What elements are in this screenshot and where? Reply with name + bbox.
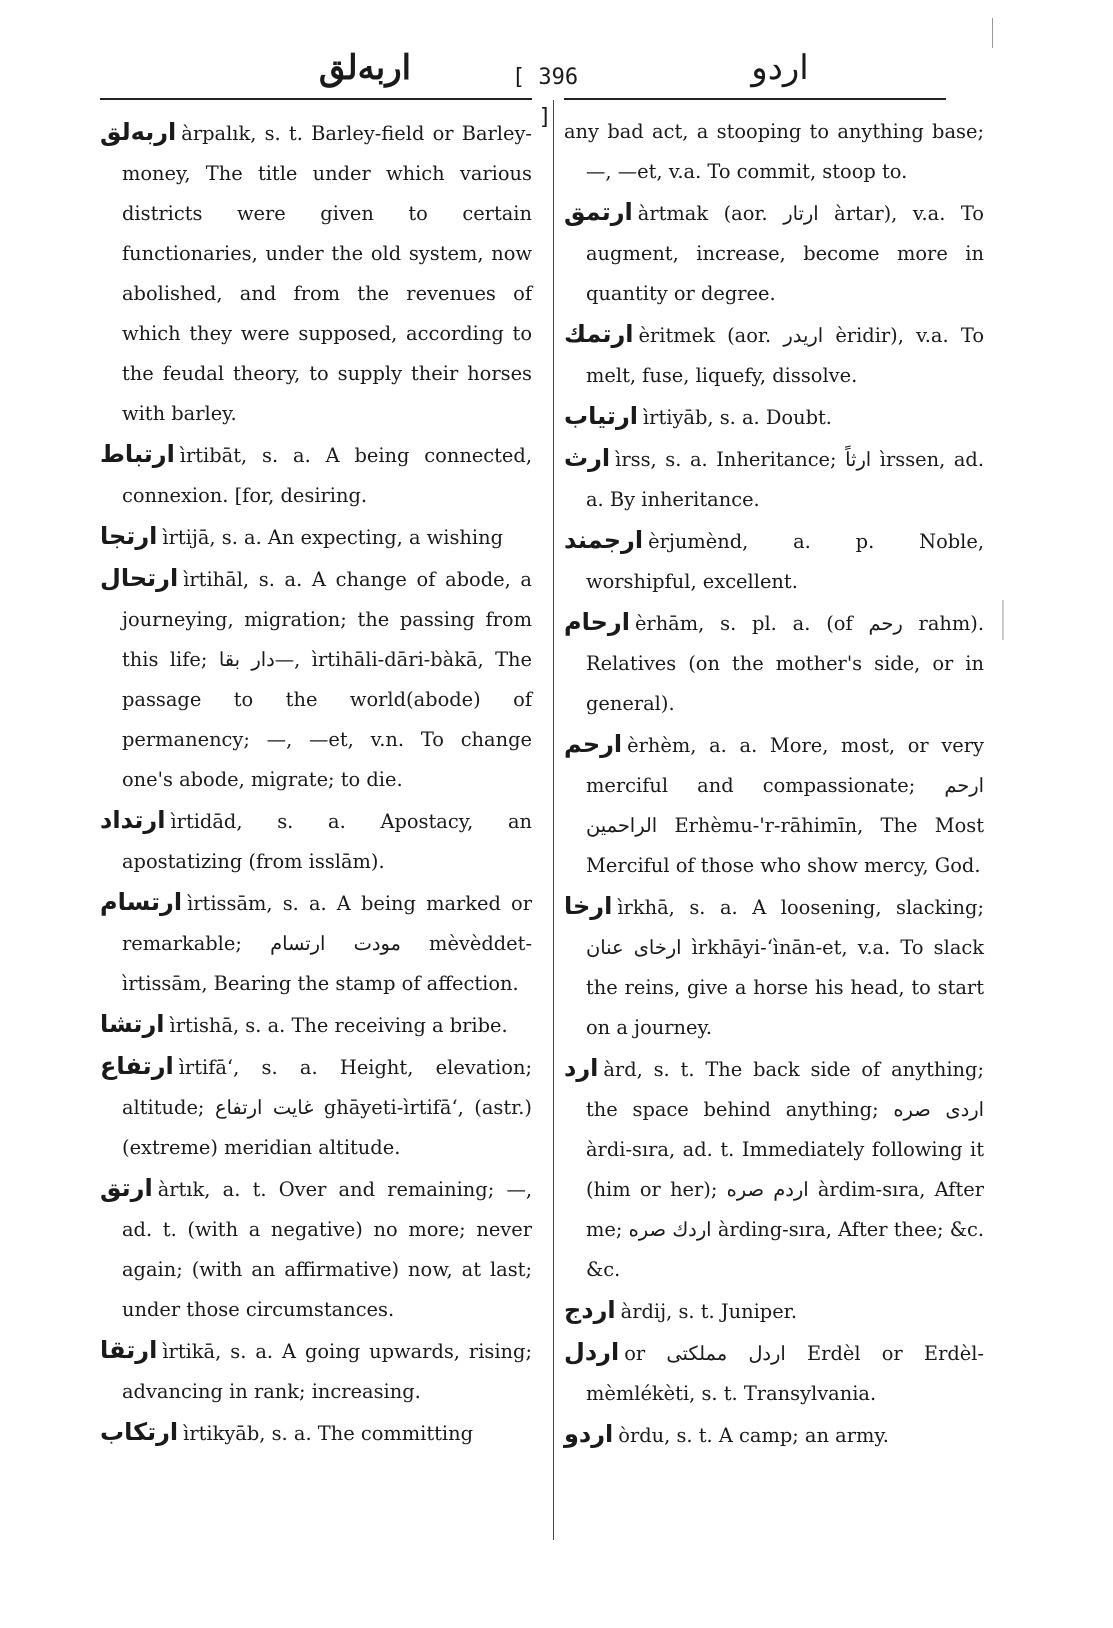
entry-definition: èritmek (aor. اریدر èridir), v.a. To melt, fuse, liquefy, dissolve. — [586, 324, 984, 387]
entry-definition: ìrtikā, s. a. A going upwards, rising; advancing in rank; increasing. — [122, 1340, 532, 1403]
entry-headword: ارتق — [100, 1174, 153, 1202]
entry-headword: اردج — [564, 1296, 616, 1324]
entry-definition: àrdij, s. t. Juniper. — [620, 1300, 797, 1323]
entry-definition: ìrtikyāb, s. a. The committing — [183, 1422, 474, 1445]
entry-headword: اربه‌لق — [100, 118, 177, 146]
margin-mark — [1002, 600, 1004, 640]
dictionary-entry — [100, 800, 532, 882]
dictionary-entry — [564, 438, 984, 520]
entry-definition: èrhām, s. pl. a. (of رحم rahm). Relatives (on the mother's side, or in general). — [586, 612, 984, 715]
entry-definition: èrhèm, a. a. More, most, or very merciful and compassionate; ارحم الراحمین Erhèmu-'r-rāhimīn, The Most Merciful of those who show mercy, God. — [586, 734, 984, 877]
entry-definition: ìrtifā‘, s. a. Height, elevation; altitude; غایت ارتفاع ghāyeti-ìrtifā‘, (astr.) (extreme) meridian altitude. — [122, 1056, 532, 1159]
left-column — [100, 112, 532, 1454]
entry-headword: ارتداد — [100, 806, 166, 834]
entry-headword: ارخا — [564, 892, 613, 920]
entry-headword: ارحام — [564, 608, 630, 636]
entry-headword: ارتکاب — [100, 1418, 179, 1446]
entry-definition: àrd, s. t. The back side of anything; the space behind anything; اردی صره àrdi-sıra, ad. t. Immediately following it (him or her); اردم صره àrdim-sıra, After me; اردك صره àrding-sıra, After thee; &c. &c. — [586, 1058, 985, 1281]
entry-definition: ìrtishā, s. a. The receiving a bribe. — [169, 1014, 508, 1037]
dictionary-entry — [100, 516, 532, 558]
dictionary-entry — [564, 1332, 984, 1414]
right-column — [564, 112, 984, 1456]
entry-headword: ارث — [564, 444, 611, 472]
dictionary-entry — [564, 520, 984, 602]
dictionary-entry — [100, 1004, 532, 1046]
entry-definition: or اردل مملکتی Erdèl or Erdèl-mèmlékèti, s. t. Transylvania. — [586, 1342, 984, 1405]
dictionary-entry — [100, 112, 532, 434]
dictionary-entry — [564, 192, 984, 314]
dictionary-entry — [100, 434, 532, 516]
entry-headword: اردو — [564, 1420, 614, 1448]
entry-definition: ìrtiyāb, s. a. Doubt. — [642, 406, 832, 429]
entry-definition: àrpalık, s. t. Barley-field or Barley-money, The title under which various districts were given to certain functionaries, under the old system, now abolished, and from the revenues of which they were supposed, according to the feudal theory, to supply their horses with barley. — [122, 122, 532, 425]
entry-definition: àrtmak (aor. ارتار àrtar), v.a. To augment, increase, become more in quantity or degree. — [586, 202, 984, 305]
dictionary-entry — [100, 882, 532, 1004]
dictionary-entry — [100, 1412, 532, 1454]
dictionary-entry — [564, 314, 984, 396]
entry-headword: ارتسام — [100, 888, 183, 916]
dictionary-entry — [564, 1290, 984, 1332]
header-rule-right — [564, 98, 946, 100]
header-left-word: اربه‌لق — [318, 48, 412, 88]
entry-definition: any bad act, a stooping to anything base; —, —et, v.a. To commit, stoop to. — [564, 120, 984, 183]
dictionary-entry — [100, 1168, 532, 1330]
entry-definition: ìrss, s. a. Inheritance; ارثاً ìrssen, ad. a. By inheritance. — [586, 448, 984, 511]
entry-headword: ارتشا — [100, 1010, 165, 1038]
entry-headword: ارتقا — [100, 1336, 158, 1364]
dictionary-entry — [564, 1414, 984, 1456]
entry-headword: ارتجا — [100, 522, 158, 550]
dictionary-entry — [564, 886, 984, 1048]
entry-definition: àrtık, a. t. Over and remaining; —, ad. t. (with a negative) no more; never again; (with an affirmative) now, at last; under those circumstances. — [122, 1178, 532, 1321]
entry-headword: ارد — [564, 1054, 599, 1082]
entry-headword: ارتحال — [100, 564, 179, 592]
entry-headword: ارتمق — [564, 198, 633, 226]
dictionary-entry — [564, 396, 984, 438]
header-rule-left — [100, 98, 532, 100]
entry-headword: ارتمك — [564, 320, 634, 348]
entry-headword: ارحم — [564, 730, 623, 758]
margin-mark — [992, 18, 993, 48]
dictionary-entry — [100, 1330, 532, 1412]
entry-definition: ìrtidād, s. a. Apostacy, an apostatizing (from isslām). — [122, 810, 532, 873]
entry-definition: ìrtihāl, s. a. A change of abode, a journeying, migration; the passing from this life; دار بقا—, ìrtihāli-dāri-bàkā, The passage to the world(abode) of permanency; —, —et, v.n. To change one's abode, migrate; to die. — [122, 568, 532, 791]
entry-headword: ارجمند — [564, 526, 644, 554]
entry-definition: ìrtissām, s. a. A being marked or remarkable; مودت ارتسام mèvèddet-ìrtissām, Bearing the stamp of affection. — [122, 892, 532, 995]
entry-headword: ارتیاب — [564, 402, 638, 430]
entry-definition: ìrkhā, s. a. A loosening, slacking; ارخای عنان ìrkhāyi-‘ìnān-et, v.a. To slack the reins, give a horse his head, to start on a journey. — [586, 896, 985, 1039]
dictionary-entry — [100, 1046, 532, 1168]
column-divider — [553, 100, 554, 1540]
entry-definition: èrjumènd, a. p. Noble, worshipful, excellent. — [586, 530, 984, 593]
entry-headword: ارتباط — [100, 440, 175, 468]
dictionary-entry — [564, 724, 984, 886]
dictionary-entry — [100, 558, 532, 800]
dictionary-entry — [564, 602, 984, 724]
dictionary-entry — [564, 1048, 984, 1290]
header-right-word: اردو — [751, 48, 809, 88]
entry-headword: اردل — [564, 1338, 620, 1366]
page-number: [ 396 ] — [511, 65, 579, 130]
entry-headword: ارتفاع — [100, 1052, 174, 1080]
entry-definition: ìrtijā, s. a. An expecting, a wishing — [162, 526, 504, 549]
entry-definition: ìrtibāt, s. a. A being connected, connexion. [for, desiring. — [122, 444, 532, 507]
dictionary-entry — [564, 112, 984, 192]
entry-definition: òrdu, s. t. A camp; an army. — [618, 1424, 889, 1447]
